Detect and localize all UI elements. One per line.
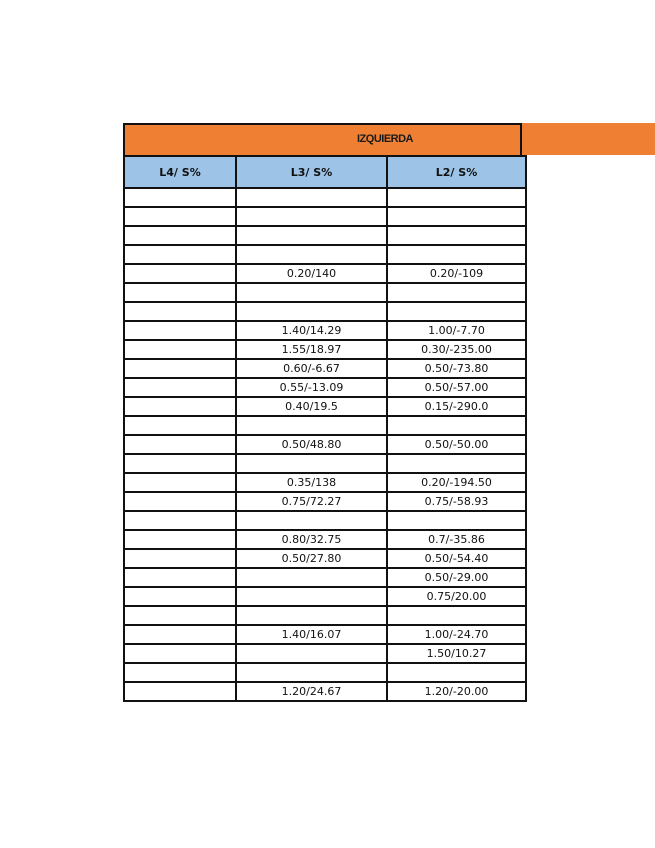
cell-l3: 0.50/48.80 (236, 435, 387, 454)
cell-l4 (124, 435, 236, 454)
cell-l3: 1.55/18.97 (236, 340, 387, 359)
table-row (124, 492, 526, 511)
cell-l4 (124, 226, 236, 245)
table-row (124, 530, 526, 549)
cell-l2: 0.50/-50.00 (387, 435, 526, 454)
cell-l3 (236, 606, 387, 625)
table-row (124, 378, 526, 397)
table-row (124, 549, 526, 568)
cell-l3: 1.40/16.07 (236, 625, 387, 644)
cell-l3 (236, 283, 387, 302)
cell-l2: 0.7/-35.86 (387, 530, 526, 549)
column-header-l2: L2/ S% (387, 156, 526, 188)
cell-l3: 1.40/14.29 (236, 321, 387, 340)
cell-l3: 0.35/138 (236, 473, 387, 492)
cell-l2: 1.00/-24.70 (387, 625, 526, 644)
cell-l2: 0.15/-290.0 (387, 397, 526, 416)
cell-l4 (124, 207, 236, 226)
cell-l2: 0.75/-58.93 (387, 492, 526, 511)
cell-l3: 0.80/32.75 (236, 530, 387, 549)
cell-l3: 0.60/-6.67 (236, 359, 387, 378)
table-row (124, 397, 526, 416)
cell-l2 (387, 245, 526, 264)
cell-l3 (236, 245, 387, 264)
cell-l4 (124, 321, 236, 340)
cell-l2: 0.50/-29.00 (387, 568, 526, 587)
cell-l2: 0.30/-235.00 (387, 340, 526, 359)
table-row (124, 625, 526, 644)
cell-l3 (236, 587, 387, 606)
table-row (124, 416, 526, 435)
cell-l4 (124, 188, 236, 207)
cell-l2 (387, 188, 526, 207)
cell-l2 (387, 663, 526, 682)
column-header-l3: L3/ S% (236, 156, 387, 188)
table-row (124, 321, 526, 340)
table-row (124, 644, 526, 663)
cell-l4 (124, 644, 236, 663)
table-row (124, 340, 526, 359)
cell-l2 (387, 302, 526, 321)
table-row (124, 511, 526, 530)
cell-l4 (124, 378, 236, 397)
cell-l4 (124, 511, 236, 530)
table-row (124, 207, 526, 226)
cell-l4 (124, 283, 236, 302)
cell-l4 (124, 492, 236, 511)
cell-l2: 0.20/-109 (387, 264, 526, 283)
table-row (124, 245, 526, 264)
cell-l2: 0.50/-57.00 (387, 378, 526, 397)
cell-l3 (236, 416, 387, 435)
table-row (124, 226, 526, 245)
table-row (124, 473, 526, 492)
header-row (124, 156, 526, 188)
cell-l2: 1.20/-20.00 (387, 682, 526, 701)
table-row (124, 302, 526, 321)
cell-l2: 0.75/20.00 (387, 587, 526, 606)
cell-l2: 0.50/-54.40 (387, 549, 526, 568)
cell-l3: 0.75/72.27 (236, 492, 387, 511)
table-row (124, 663, 526, 682)
cell-l4 (124, 625, 236, 644)
cell-l2: 1.50/10.27 (387, 644, 526, 663)
cell-l2: 0.50/-73.80 (387, 359, 526, 378)
table-row (124, 188, 526, 207)
cell-l2: 1.00/-7.70 (387, 321, 526, 340)
cell-l3: 0.55/-13.09 (236, 378, 387, 397)
table-row (124, 606, 526, 625)
cell-l4 (124, 245, 236, 264)
table-row (124, 587, 526, 606)
cell-l3 (236, 644, 387, 663)
table-row (124, 454, 526, 473)
table-body (124, 188, 526, 701)
cell-l3 (236, 663, 387, 682)
cell-l4 (124, 663, 236, 682)
cell-l4 (124, 606, 236, 625)
data-table (123, 155, 527, 702)
cell-l3 (236, 226, 387, 245)
table-row (124, 283, 526, 302)
table-title: IZQUIERDA (357, 133, 413, 145)
cell-l3 (236, 207, 387, 226)
cell-l3 (236, 454, 387, 473)
cell-l4 (124, 530, 236, 549)
cell-l3: 0.20/140 (236, 264, 387, 283)
cell-l3 (236, 302, 387, 321)
cell-l3: 1.20/24.67 (236, 682, 387, 701)
cell-l2 (387, 283, 526, 302)
cell-l4 (124, 454, 236, 473)
cell-l3: 0.50/27.80 (236, 549, 387, 568)
cell-l4 (124, 549, 236, 568)
cell-l2 (387, 207, 526, 226)
table-row (124, 682, 526, 701)
table-row (124, 435, 526, 454)
cell-l4 (124, 568, 236, 587)
cell-l2: 0.20/-194.50 (387, 473, 526, 492)
cell-l2 (387, 416, 526, 435)
cell-l2 (387, 511, 526, 530)
cell-l4 (124, 587, 236, 606)
column-header-l4: L4/ S% (124, 156, 236, 188)
cell-l4 (124, 264, 236, 283)
cell-l3 (236, 568, 387, 587)
cell-l4 (124, 359, 236, 378)
cell-l3 (236, 188, 387, 207)
cell-l3: 0.40/19.5 (236, 397, 387, 416)
cell-l3 (236, 511, 387, 530)
table-row (124, 264, 526, 283)
cell-l4 (124, 416, 236, 435)
cell-l4 (124, 682, 236, 701)
cell-l4 (124, 302, 236, 321)
cell-l4 (124, 397, 236, 416)
table-row (124, 568, 526, 587)
cell-l2 (387, 226, 526, 245)
cell-l4 (124, 340, 236, 359)
cell-l2 (387, 606, 526, 625)
table-row (124, 359, 526, 378)
cell-l4 (124, 473, 236, 492)
cell-l2 (387, 454, 526, 473)
